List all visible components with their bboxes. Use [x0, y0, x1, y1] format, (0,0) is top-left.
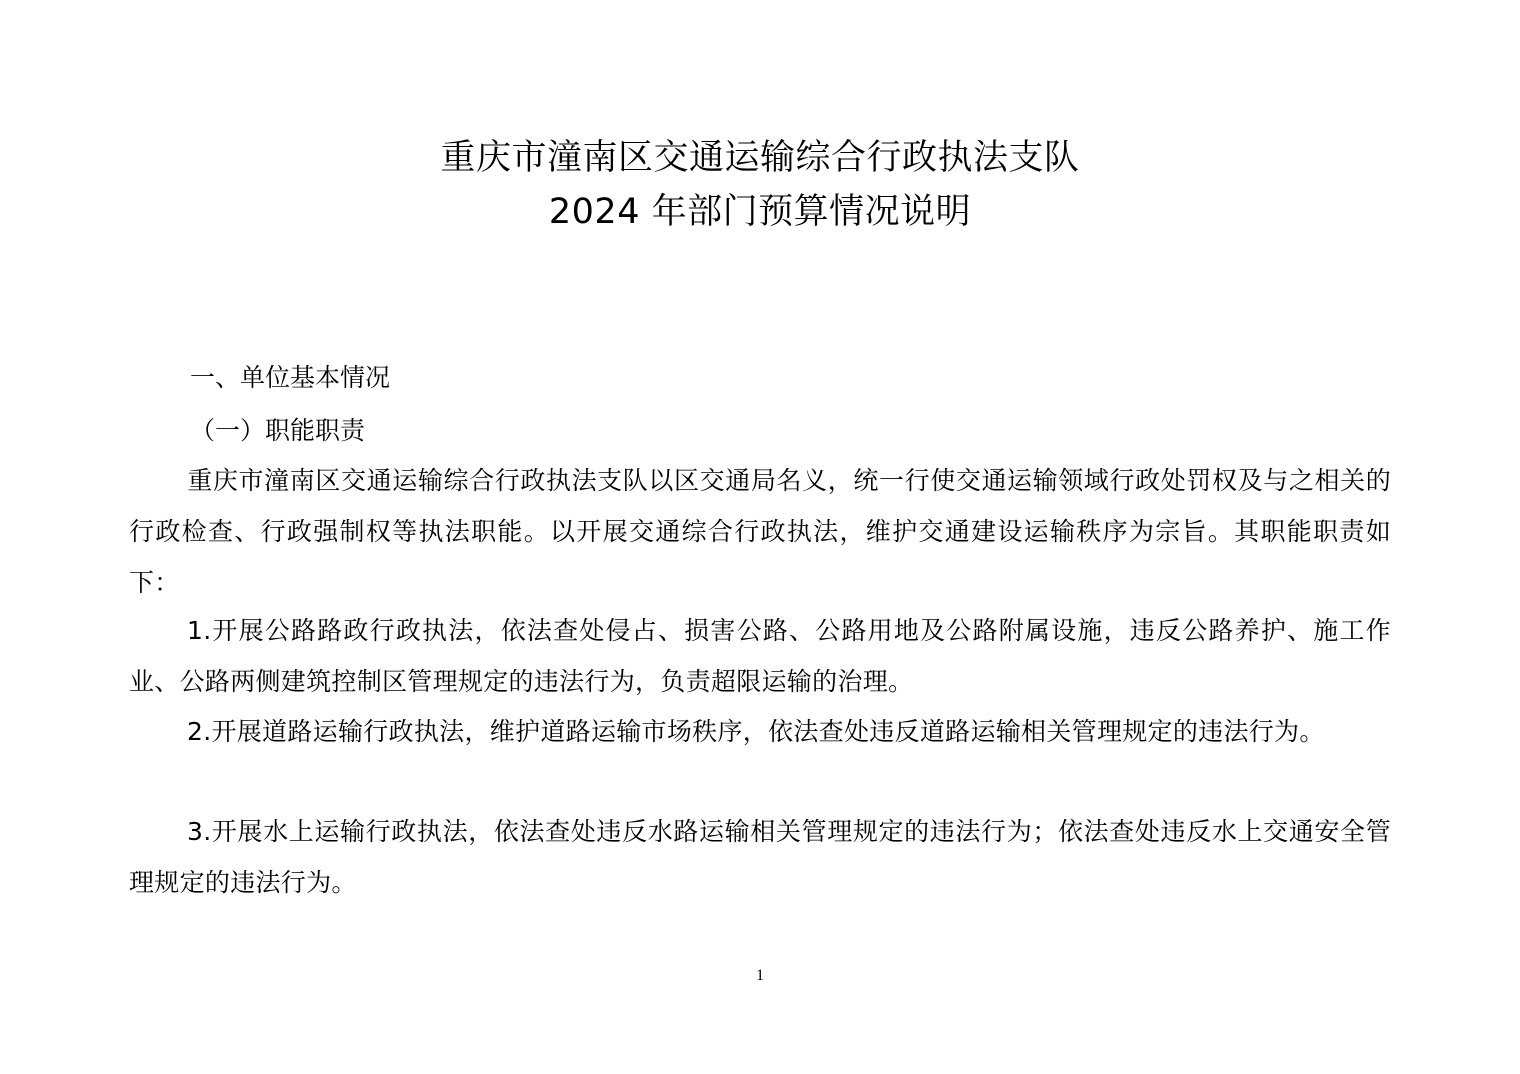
subsection-heading-duties: （一）职能职责 — [190, 416, 366, 445]
duty-item-1-text: 1.开展公路路政行政执法，依法查处侵占、损害公路、公路用地及公路附属设施，违反公路养护、施工作业、公路两侧建筑控制区管理规定的违法行为，负责超限运输的治理。 — [129, 616, 1391, 696]
section-heading-basic-info: 一、单位基本情况 — [190, 363, 391, 392]
document-title-line-1: 重庆市潼南区交通运输综合行政执法支队 — [440, 138, 1080, 178]
page-number: 1 — [756, 967, 764, 984]
intro-paragraph — [129, 455, 1391, 608]
duty-item-3 — [129, 806, 1391, 908]
duty-item-3-text: 3.开展水上运输行政执法，依法查处违反水路运输相关管理规定的违法行为；依法查处违反水上交通安全管理规定的违法行为。 — [129, 817, 1391, 897]
document-title-line-2: 2024 年部门预算情况说明 — [548, 192, 972, 232]
duty-item-2-text: 2.开展道路运输行政执法，维护道路运输市场秩序，依法查处违反道路运输相关管理规定的违法行为。 — [187, 717, 1325, 746]
duty-item-1 — [129, 605, 1391, 707]
intro-paragraph-text: 重庆市潼南区交通运输综合行政执法支队以区交通局名义，统一行使交通运输领域行政处罚权及与之相关的行政检查、行政强制权等执法职能。以开展交通综合行政执法，维护交通建设运输秩序为宗旨。其职能职责如下： — [129, 466, 1391, 597]
duty-item-2 — [129, 706, 1391, 757]
